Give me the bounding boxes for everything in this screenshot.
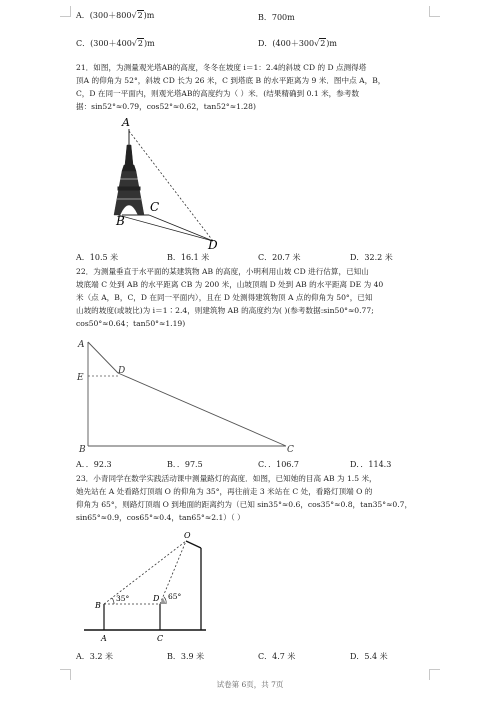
q22-slope-diagram [74, 334, 304, 456]
page-footer: 试卷第 6页，共 7页 [216, 680, 284, 689]
q20-option-c: C．(300＋400√2)m [76, 39, 155, 48]
q23-streetlight-diagram [80, 526, 220, 644]
q22-text-line1: 22．为测量垂直于水平面的某建筑物 AB 的高度，小明利用山坡 CD 进行估算，已知山 [76, 267, 369, 276]
q23-label-b: B [95, 601, 101, 610]
q22-option-d: D．．114.3 [350, 460, 392, 469]
q23-option-d: D．5.4 米 [350, 652, 388, 661]
crop-mark-top-left [60, 6, 71, 17]
q23-option-b: B．3.9 米 [167, 652, 205, 661]
q23-angle-35: 35° [116, 594, 130, 603]
q21-label-a: A [122, 116, 130, 129]
q23-text-line1: 23．小青同学在数学实践活动课中测量路灯的高度．如图，已知她的目高 AB 为 1.5 米， [76, 474, 377, 483]
q22-option-c: C．．106.7 [258, 460, 300, 469]
q23-option-c: C．4.7 米 [258, 652, 296, 661]
q22-label-c: C [287, 445, 294, 455]
q23-angle-65: 65° [168, 592, 182, 601]
q20-option-d: D．(400＋300√2)m [258, 39, 338, 48]
q23-label-d: D [153, 594, 160, 603]
q23-text-line2: 她先站在 A 处看路灯顶端 O 的仰角为 35°，再往前走 3 米站在 C 处，看路灯顶端 O 的 [76, 487, 373, 496]
q22-text-line2: 坡底端 C 处到 AB 的水平距离 CB 为 200 米，山坡顶端 D 处到 AB 的水平距离 DE 为 40 [76, 280, 384, 289]
q21-option-b: B．16.1 米 [167, 253, 210, 262]
q21-option-a: A．10.5 米 [76, 253, 119, 262]
q23-text-line4: sin65°≈0.9，cos65°≈0.4，tan65°≈2.1）（ ） [76, 513, 245, 522]
q21-label-b: B [116, 214, 125, 228]
q22-label-e: E [77, 373, 84, 383]
q21-tower-diagram [100, 115, 240, 250]
q21-text-line2: 顶A 的仰角为 52°，斜坡 CD 长为 26 米，C 到塔底 B 的水平距离为 9 米．图中点 A，B， [76, 76, 386, 85]
q22-label-a: A [78, 340, 85, 350]
q21-text-line3: C，D 在同一平面内，则观光塔AB的高度约为（ ）米．(结果精确到 0.1 米，参考数 [76, 89, 360, 98]
q21-text-line1: 21．如图，为测量观光塔AB的高度，冬冬在坡度 i＝1：2.4的斜坡 CD 的 D 点测得塔 [76, 63, 367, 72]
q23-option-a: A．3.2 米 [76, 652, 114, 661]
eiffel-tower-icon [114, 129, 144, 215]
q22-label-d: D [118, 366, 126, 376]
q20-option-b: B．700m [258, 13, 295, 22]
q23-text-line3: 仰角为 65°，则路灯顶端 O 到地面的距离约为（已知 sin35°≈0.6，cos35°≈0.8，tan35°≈0.7， [76, 500, 413, 509]
q22-text-line3: 米（点 A，B，C，D 在同一平面内），且在 D 处测得建筑物顶 A 点的仰角为 50°，已知 [76, 293, 373, 302]
q22-option-b: B．．97.5 [167, 460, 203, 469]
q21-option-d: D．32.2 米 [350, 253, 393, 262]
q21-option-c: C．20.7 米 [258, 253, 301, 262]
q22-text-line5: cos50°≈0.64；tan50°≈1.19) [76, 319, 186, 328]
q23-label-c: C [157, 634, 164, 643]
q23-label-a: A [101, 634, 107, 643]
q21-text-line4: 据：sin52°≈0.79，cos52°≈0.62，tan52°≈1.28) [76, 102, 256, 111]
crop-mark-top-right [429, 6, 440, 17]
q21-label-d: D [208, 238, 218, 250]
q22-label-b: B [79, 445, 86, 455]
q23-label-o: O [184, 531, 191, 540]
q22-text-line4: 山坡的坡度(或坡比)为 i＝1∶2.4，则建筑物 AB 的高度约为( )(参考数据:sin50°≈0.77; [76, 306, 374, 315]
q21-label-c: C [150, 200, 160, 214]
q20-option-a: A．(300＋800√2)m [76, 11, 155, 20]
q22-option-a: A．．92.3 [76, 460, 112, 469]
